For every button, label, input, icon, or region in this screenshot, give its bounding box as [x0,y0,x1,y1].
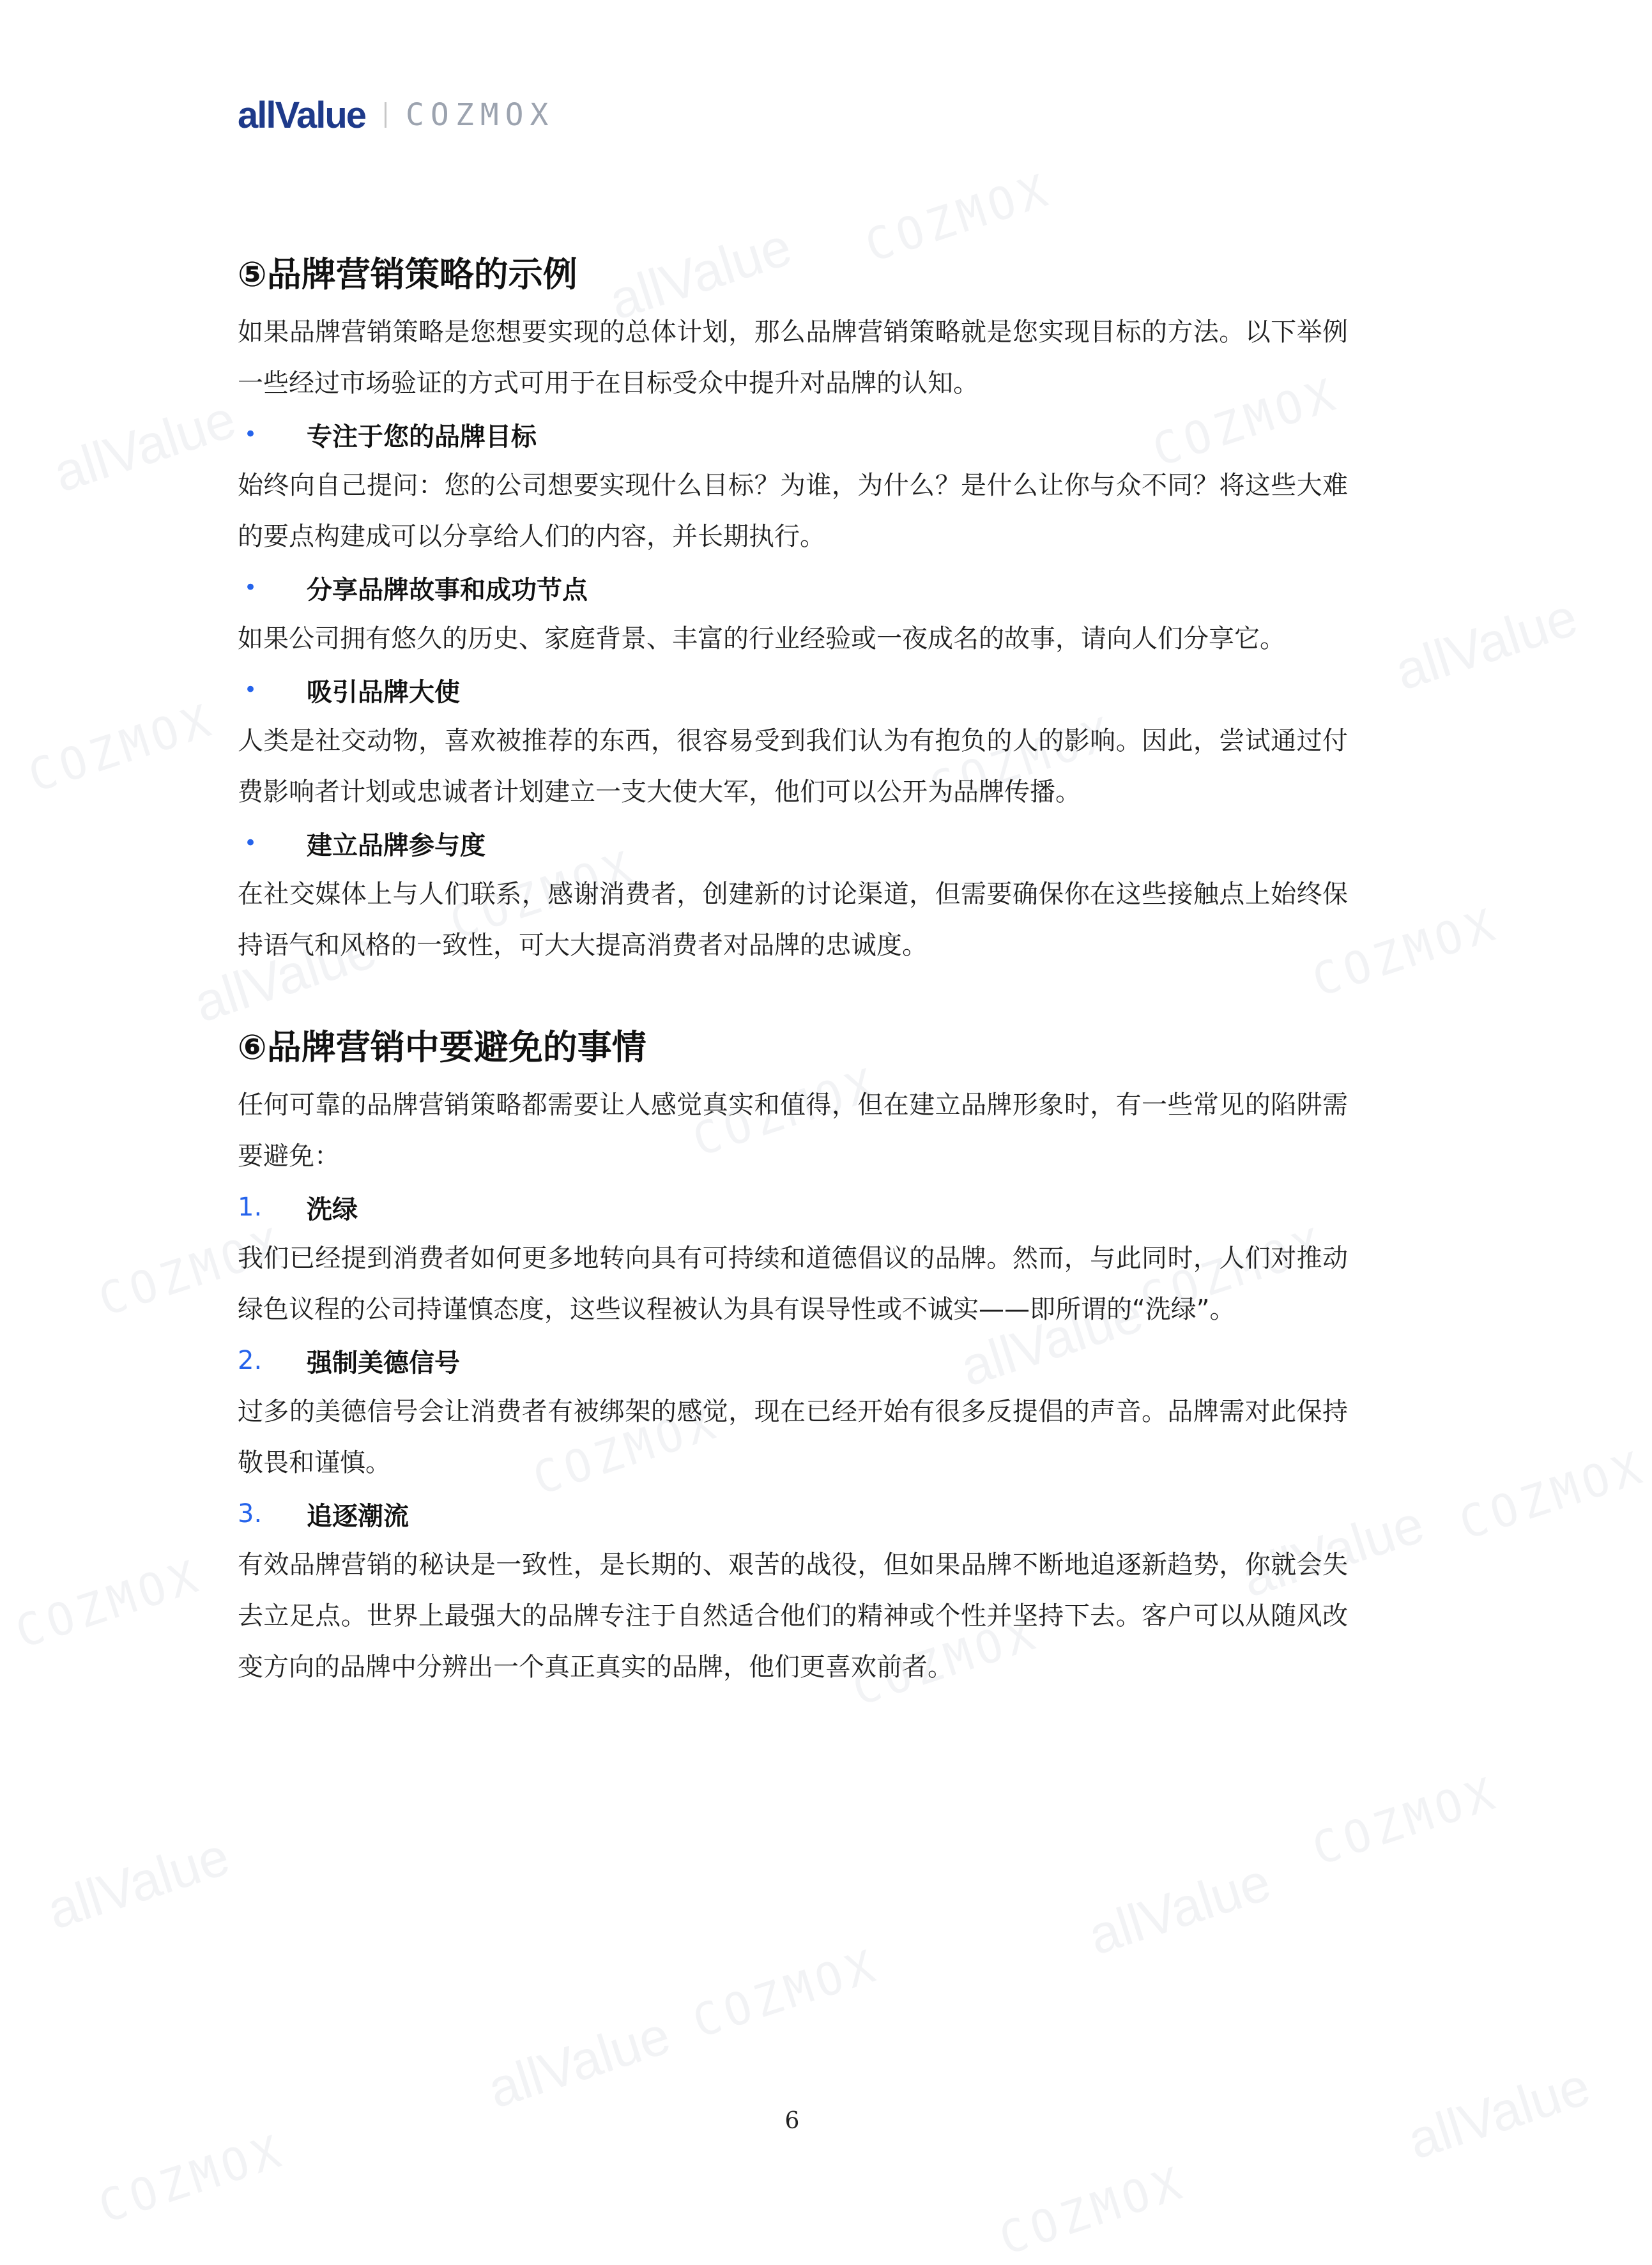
document-body [238,243,1348,1693]
item-title: 专注于您的品牌目标 [307,422,537,452]
list-item [238,562,1348,664]
item-body: 在社交媒体上与人们联系，感谢消费者，创建新的讨论渠道，但需要确保你在这些接触点上始终保持语气和风格的一致性，可大大提高消费者对品牌的忠诚度。 [238,880,1348,960]
cozmox-logo: COZMOX [406,97,555,133]
watermark: allValue [187,919,383,1033]
watermark: COZMOX [1133,1217,1333,1327]
allvalue-logo: allValue [238,94,366,136]
watermark: COZMOX [1146,367,1346,477]
logo-divider [385,102,386,128]
watermark: COZMOX [92,2124,292,2234]
watermark: COZMOX [22,693,222,803]
list-item [238,409,1348,562]
bullet-marker: • [244,677,257,703]
item-title: 建立品牌参与度 [307,830,486,860]
section-things-to-avoid [238,1016,1348,1693]
watermark: allValue [40,1826,236,1941]
watermark: COZMOX [686,1939,886,2048]
watermark: allValue [480,2004,677,2119]
watermark: COZMOX [993,2156,1193,2265]
number-marker: 1. [238,1193,263,1222]
item-body: 始终向自己提问：您的公司想要实现什么目标？为谁，为什么？是什么让你与众不同？将这些大难的要点构建成可以分享给人们的内容，并长期执行。 [238,471,1348,551]
item-title: 分享品牌故事和成功节点 [307,575,588,605]
item-body: 我们已经提到消费者如何更多地转向具有可持续和道德倡议的品牌。然而，与此同时，人们对推动绿色议程的公司持谨慎态度，这些议程被认为具有误导性或不诚实——即所谓的“洗绿”。 [238,1244,1348,1324]
list-item [238,818,1348,971]
item-body: 人类是社交动物，喜欢被推荐的东西，很容易受到我们认为有抱负的人的影响。因此，尝试通过付费影响者计划或忠诚者计划建立一支大使大军，他们可以公开为品牌传播。 [238,726,1348,807]
watermark: allValue [953,1283,1150,1398]
watermark: COZMOX [1306,1766,1506,1876]
watermark: COZMOX [922,706,1122,816]
item-body: 如果公司拥有悠久的历史、家庭背景、丰富的行业经验或一夜成名的故事，请向人们分享它。 [238,624,1285,653]
item-body: 过多的美德信号会让消费者有被绑架的感觉，现在已经开始有很多反提倡的声音。品牌需对此保持敬畏和谨慎。 [238,1397,1348,1477]
watermark: COZMOX [526,1396,726,1506]
page-number: 6 [784,2108,800,2134]
watermark: COZMOX [686,1057,886,1167]
watermark: COZMOX [1306,897,1506,1007]
number-marker: 2. [238,1346,263,1375]
section-brand-strategy-examples [238,243,1348,971]
section-title: ⑥品牌营销中要避免的事情 [238,1027,646,1067]
watermark: COZMOX [1453,1440,1652,1550]
watermark: COZMOX [443,840,643,950]
item-title: 追逐潮流 [307,1501,409,1531]
item-title: 吸引品牌大使 [307,677,460,707]
item-title: 强制美德信号 [307,1348,460,1378]
list-item [238,1335,1348,1488]
bullet-marker: • [244,830,257,856]
item-title: 洗绿 [307,1194,358,1224]
watermark: allValue [46,388,243,503]
watermark: allValue [602,216,799,331]
list-item [238,1488,1348,1693]
number-marker: 3. [238,1499,263,1529]
watermark: COZMOX [859,163,1059,273]
list-item [238,1182,1348,1335]
watermark: COZMOX [92,1217,292,1327]
watermark: allValue [1081,1851,1278,1966]
watermark: COZMOX [9,1549,209,1659]
bullet-marker: • [244,422,257,447]
header-logos [238,89,554,141]
watermark: allValue [1400,2055,1597,2170]
watermark: allValue [1234,1493,1431,1608]
section-title: ⑤品牌营销策略的示例 [238,254,577,294]
bullet-marker: • [244,575,257,600]
watermark: COZMOX [846,1606,1046,1716]
section-intro: 任何可靠的品牌营销策略都需要让人感觉真实和值得，但在建立品牌形象时，有一些常见的陷阱需要避免： [238,1090,1348,1171]
list-item [238,664,1348,818]
item-body: 有效品牌营销的秘诀是一致性，是长期的、艰苦的战役，但如果品牌不断地追逐新趋势，你就会失去立足点。世界上最强大的品牌专注于自然适合他们的精神或个性并坚持下去。客户可以从随风改变方向的品牌中分辨出一个真正真实的品牌，他们更喜欢前者。 [238,1550,1348,1682]
watermark: allValue [1388,586,1584,701]
section-intro: 如果品牌营销策略是您想要实现的总体计划，那么品牌营销策略就是您实现目标的方法。以下举例一些经过市场验证的方式可用于在目标受众中提升对品牌的认知。 [238,317,1348,398]
